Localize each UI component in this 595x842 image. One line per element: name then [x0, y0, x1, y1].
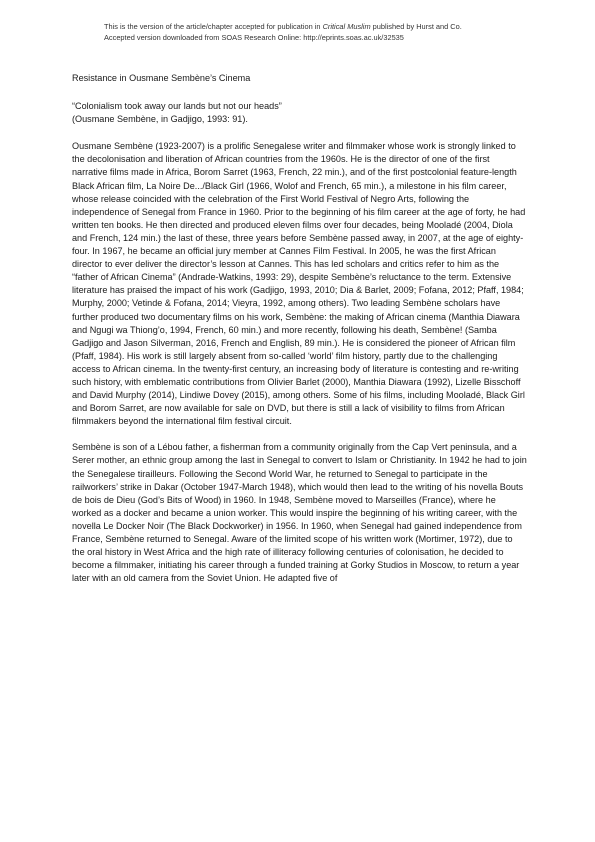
epigraph [72, 100, 527, 126]
header-line1-prefix: This is the version of the article/chapter accepted for publication in [104, 22, 323, 31]
epigraph-attribution: (Ousmane Sembène, in Gadjigo, 1993: 91). [72, 114, 248, 125]
repository-header [104, 21, 544, 43]
body-paragraph: Sembène is son of a Lébou father, a fisherman from a community originally from the Cap Vert peninsula, and a Serer mother, an ethnic group among the last in Senegal to convert to Islam or Christianity. In 1942 he had to join the Senegalese tirailleurs. Following the Second World War, he returned to Senegal to participate in the railworkers’ strike in Dakar (October 1947-March 1948), which would then lead to the writing of his novella Bouts de bois de Dieu (God’s Bits of Wood) in 1960. In 1948, Sembène moved to Marseilles (France), where he worked as a docker and became a union worker. This would inspire the beginning of his writing career, with the novella Le Docker Noir (The Black Dockworker) in 1956. In 1960, when Senegal had gained independence from France, Sembène returned to Senegal. Aware of the limited scope of his written work (Mortimer, 1972), due to the oral history in West Africa and the high rate of illiteracy following centuries of colonisation, he decided to become a filmmaker, initiating his career through a funded training at Gorky Studios in Moscow, to return a year later with an old camera from the Soviet Union. He adapted five of [72, 442, 527, 584]
header-line1-suffix: published by Hurst and Co. [370, 22, 462, 31]
header-download-line: Accepted version downloaded from SOAS Research Online: http://eprints.soas.ac.uk/32535 [104, 33, 404, 42]
header-publication-line [104, 21, 544, 32]
article-title: Resistance in Ousmane Sembène’s Cinema [72, 73, 251, 83]
epigraph-quote: “Colonialism took away our lands but not our heads” [72, 101, 282, 112]
body-paragraph: Ousmane Sembène (1923-2007) is a prolific Senegalese writer and filmmaker whose work is strongly linked to the decolonisation and liberation of African countries from the 1960s. He is the director of one of the first narrative films made in Africa, Borom Sarret (1963, French, 22 min.), and of the first postcolonial feature-length Black African film, La Noire De.../Black Girl (1966, Wolof and French, 65 min.), a milestone in his film career, whose release coincided with the celebration of the First World Festival of Negro Arts, following the independence of Senegal from France in 1960. Prior to the beginning of his film career at the age of forty, he had written ten books. He then directed and produced eleven films over four decades, being Mooladé (2004, Diola and French, 124 min.) the last of these, three years before Sembène passed away, in 2007, at the age of eighty-four. In 1967, he became an official jury member at Cannes Film Festival. In 2005, he was the first African director to ever deliver the director’s lesson at Cannes. This has led scholars and critics refer to him as the “father of African Cinema” (Andrade-Watkins, 1993: 29), despite Sembène’s reluctance to the term. Extensive literature has praised the impact of his work (Gadjigo, 1993, 2010; Dia & Barlet, 2009; Fofana, 2012; Pfaff, 1984; Murphy, 2000; Vetinde & Fofana, 2014; Vieyra, 1992, among others). Two leading Sembène scholars have further produced two documentary films on his work, Sembène: the making of African cinema (Manthia Diawara and Ngugi wa Thiong’o, 1994, French, 60 min.) and more recently, following his death, Sembène! (Samba Gadjigo and Jason Silverman, 2016, French and English, 89 min.). He is considered the pioneer of African film (Pfaff, 1984). His work is still largely absent from so-called ‘world’ film history, partly due to the challenging access to African cinema. In the twenty-first century, an increasing body of literature is contesting and re-writing such history, with emblematic contributions from Olivier Barlet (2000), Manthia Diawara (1992), Lizelle Bisschoff and David Murphy (2014), Lindiwe Dovey (2015), among others. Some of his films, including Mooladé, Black Girl and Borom Sarret, are now available for sale on DVD, but there is still a lack of visibility to films from African filmmakers beyond the international film festival circuit. [72, 141, 526, 427]
article-body [72, 72, 527, 598]
journal-name: Critical Muslim [322, 22, 371, 31]
